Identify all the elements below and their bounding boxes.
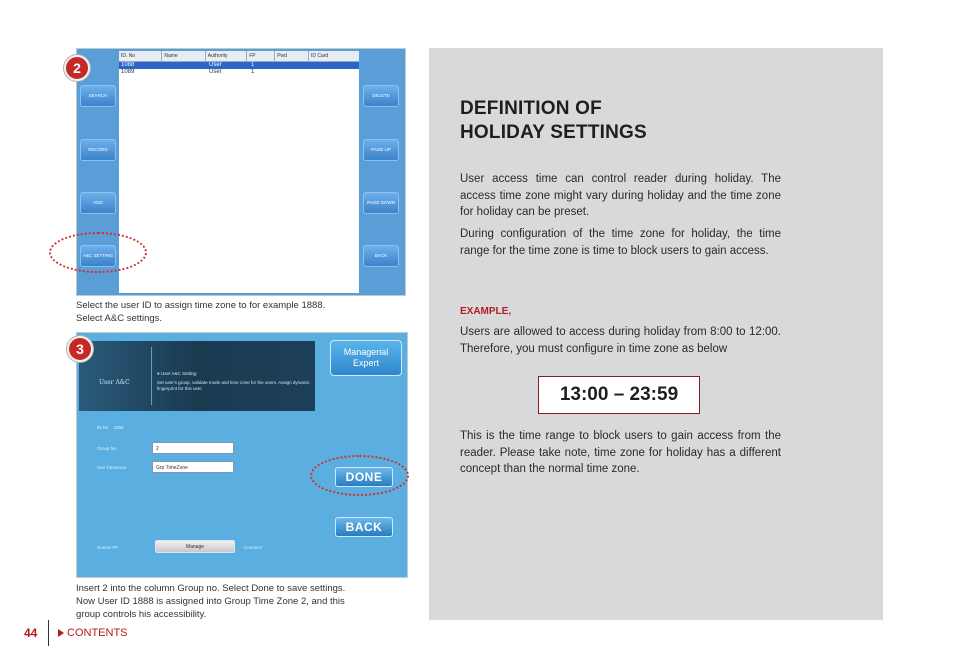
user-list-table <box>119 51 359 293</box>
page-number: 44 <box>24 626 38 640</box>
group-label: Group No <box>97 446 117 451</box>
column-header: Authority <box>206 51 247 61</box>
duress-label: Duress FP <box>97 545 119 550</box>
ac-banner <box>79 341 315 411</box>
contents-link[interactable] <box>58 627 128 639</box>
paragraph: This is the time range to block users to gain access from the reader. Please take note, time zone for holiday has a different concept than the normal time zone. <box>460 430 781 475</box>
step-badge: 2 <box>64 55 90 81</box>
triangle-right-icon <box>58 629 64 637</box>
cell-authority: User <box>209 69 222 75</box>
step-badge: 3 <box>67 336 93 362</box>
cell-name <box>163 69 207 76</box>
managerial-expert-button[interactable]: Managerial Expert <box>330 340 402 376</box>
time-range-box: 13:00 – 23:59 <box>538 376 700 414</box>
column-header: Pwd <box>275 51 309 61</box>
cell-authority: User <box>209 62 222 68</box>
highlight-ring <box>49 232 147 273</box>
caption-line: Now User ID 1888 is assigned into Group Time Zone 2, and this <box>76 596 345 607</box>
caption-line: Select A&C settings. <box>76 313 163 324</box>
page-down-button[interactable]: PAGE DOWN <box>363 192 399 214</box>
example-text: Users are allowed to access during holiday from 8:00 to 12:00. Therefore, you must configure in time zone as below <box>460 326 781 355</box>
cell-id: 1089 <box>121 69 135 75</box>
example-label: EXAMPLE, <box>460 306 512 317</box>
cell-name <box>163 62 207 69</box>
heading-line: DEFINITION OF <box>460 98 602 119</box>
delete-button[interactable]: DELETE <box>363 85 399 107</box>
cell-fp: 1 <box>251 62 255 68</box>
timezone-select[interactable]: Grp TimeZone <box>152 461 234 473</box>
table-row[interactable] <box>119 62 359 69</box>
record-button[interactable]: RECORD <box>80 139 116 161</box>
paragraph: User access time can control reader during holiday. The access time zone might vary during holiday and the time zone for holiday can be preset. <box>460 173 781 218</box>
banner-bullet: User A&C Setting: <box>160 371 198 376</box>
banner-text: ● User A&C Setting: Set user's group, validate mode and time zone for the users. Assign dynamic fingerprint for this user. <box>157 371 310 391</box>
done-button[interactable]: DONE <box>335 467 393 487</box>
ac-setting-button[interactable]: A&C SETTING <box>80 245 116 267</box>
caption-step-2 <box>76 299 325 325</box>
column-header: ID. No <box>119 51 162 61</box>
id-value: 1888 <box>113 425 124 430</box>
table-header <box>119 51 359 62</box>
paragraph: During configuration of the time zone for holiday, the time range for the time zone is time to block users to gain access. <box>460 228 781 257</box>
banner-description: Set user's group, validate mode and time zone for the users. Assign dynamic fingerprint for this user. <box>157 380 310 391</box>
page-up-button[interactable]: PAGE UP <box>363 139 399 161</box>
caption-line: Insert 2 into the column Group no. Select Done to save settings. <box>76 583 346 594</box>
back-button[interactable]: BACK <box>335 517 393 537</box>
cell-fp: 1 <box>251 69 255 75</box>
divider <box>151 347 152 405</box>
cell-id: 1088 <box>121 62 135 68</box>
column-header: FP <box>247 51 275 61</box>
group-input[interactable]: 2 <box>152 442 234 454</box>
section-heading <box>460 97 647 145</box>
timezone-label: Use TimeZone <box>97 465 127 470</box>
table-row[interactable] <box>119 69 359 76</box>
search-button[interactable]: SEARCH <box>80 85 116 107</box>
banner-title: User A&C <box>99 379 130 386</box>
back-button[interactable]: BACK <box>363 245 399 267</box>
add-button[interactable]: ADD <box>80 192 116 214</box>
id-label-text: ID No <box>97 425 109 430</box>
column-header: ID Card <box>310 53 329 59</box>
highlight-ring <box>310 455 409 496</box>
divider <box>48 620 49 646</box>
caption-step-3 <box>76 582 345 621</box>
manage-button[interactable]: Manage <box>155 540 235 553</box>
counts-label: Counts:0 <box>244 545 263 550</box>
caption-line: group controls his accessibility. <box>76 609 207 620</box>
column-header: Name <box>162 51 205 61</box>
contents-label: CONTENTS <box>67 627 128 639</box>
caption-line: Select the user ID to assign time zone to for example 1888. <box>76 300 326 311</box>
id-label <box>97 425 124 430</box>
heading-line: HOLIDAY SETTINGS <box>460 122 647 143</box>
